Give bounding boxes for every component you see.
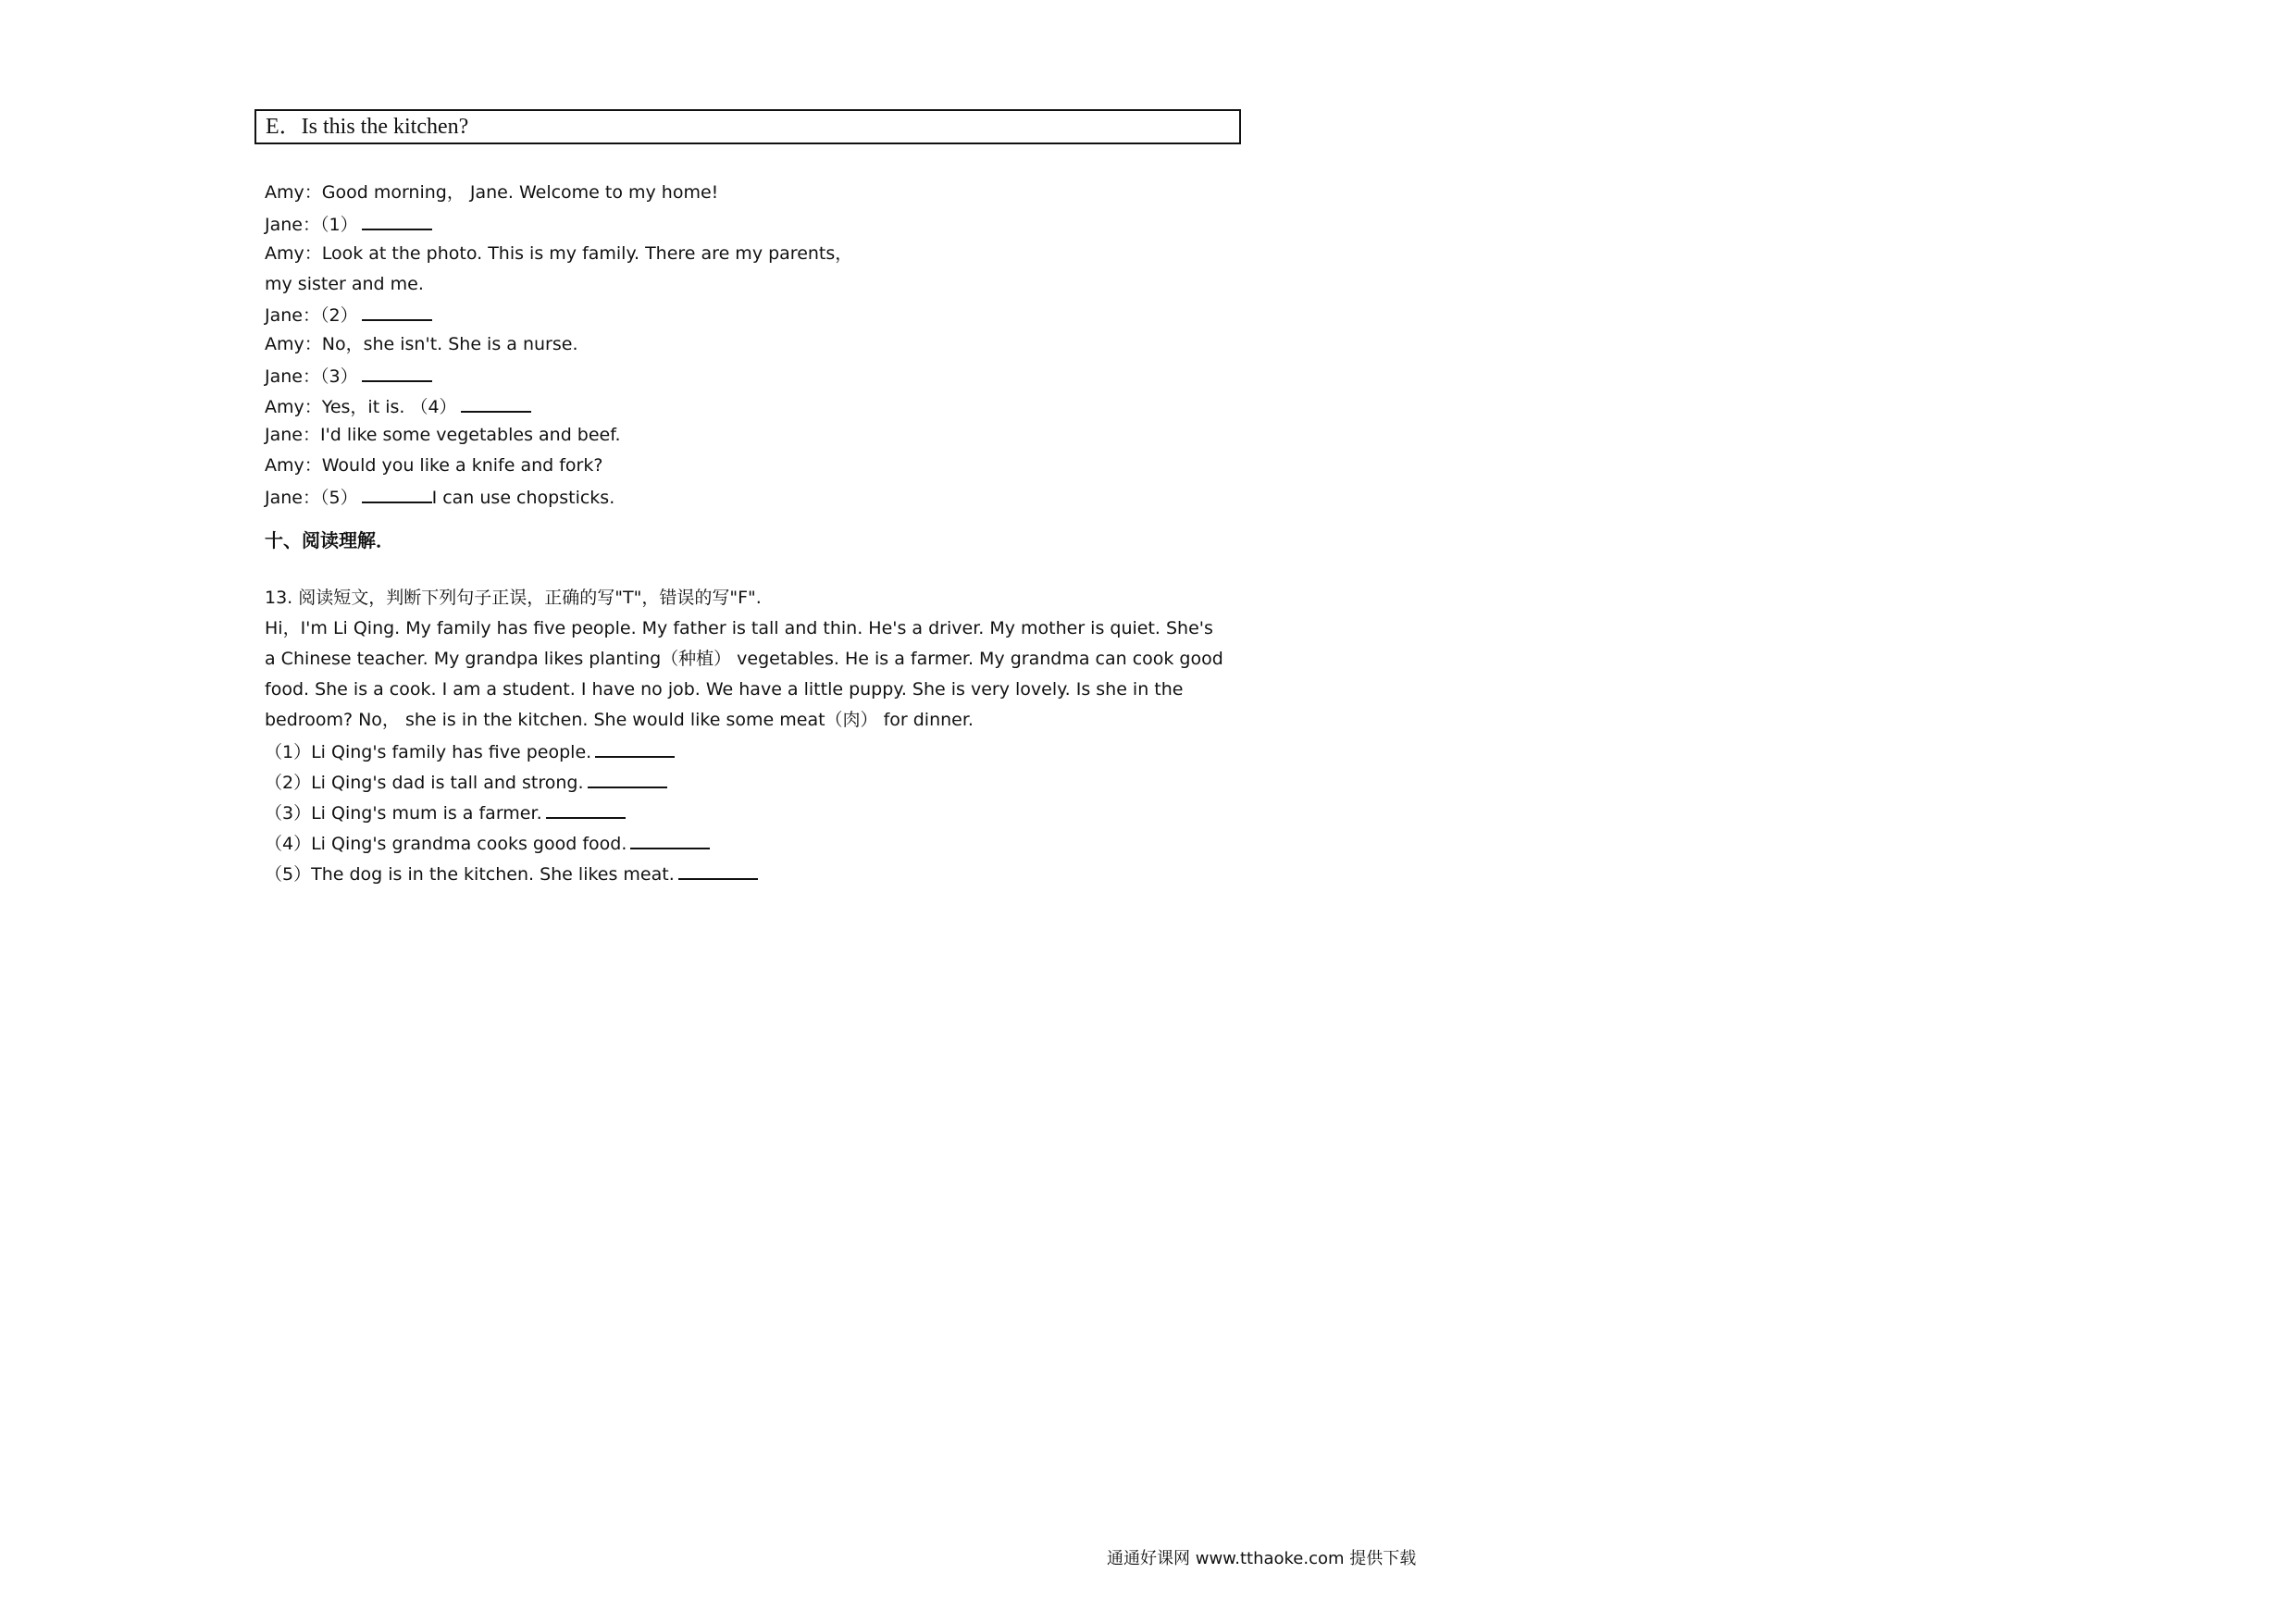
answer-blank-4[interactable] xyxy=(461,394,531,413)
tf-blank-3[interactable] xyxy=(546,800,626,819)
section-e-box xyxy=(254,109,1241,144)
dialogue-line-11: Jane：（5） I can use chopsticks. xyxy=(265,485,614,509)
passage-line-2: a Chinese teacher. My grandpa likes planting（种植） vegetables. He is a farmer. My grandma can cook good xyxy=(265,649,1223,669)
tf-item-4: （4）Li Qing's grandma cooks good food. xyxy=(265,831,710,855)
question-13-instruction: 13. 阅读短文，判断下列句子正误，正确的写"T"，错误的写"F". xyxy=(265,588,762,608)
dialogue-line-4: my sister and me. xyxy=(265,274,424,294)
answer-blank-3[interactable] xyxy=(362,364,432,382)
dialogue-line-9: Jane：I'd like some vegetables and beef. xyxy=(265,425,621,445)
dialogue-line-10: Amy：Would you like a knife and fork? xyxy=(265,455,603,476)
answer-blank-2[interactable] xyxy=(362,303,432,321)
answer-blank-1[interactable] xyxy=(362,212,432,230)
dialogue-line-3: Amy：Look at the photo. This is my family. There are my parents， xyxy=(265,243,853,264)
dialogue-line-2: Jane：（1） xyxy=(265,212,432,236)
passage-line-1: Hi，I'm Li Qing. My family has five people. My father is tall and thin. He's a driver. My mother is quiet. She's xyxy=(265,618,1213,638)
dialogue-line-7: Jane：（3） xyxy=(265,364,432,388)
dialogue-line-5: Jane：（2） xyxy=(265,303,432,327)
tf-blank-2[interactable] xyxy=(588,770,667,788)
tf-blank-5[interactable] xyxy=(678,861,758,880)
section-e-label: E．Is this the kitchen? xyxy=(266,115,469,139)
tf-item-3: （3）Li Qing's mum is a farmer. xyxy=(265,800,626,824)
dialogue-line-6: Amy：No，she isn't. She is a nurse. xyxy=(265,334,578,354)
tf-blank-1[interactable] xyxy=(595,739,675,758)
dialogue-line-1: Amy：Good morning， Jane. Welcome to my home! xyxy=(265,182,719,203)
tf-item-1: （1）Li Qing's family has five people. xyxy=(265,739,675,763)
tf-item-5: （5）The dog is in the kitchen. She likes meat. xyxy=(265,861,758,886)
section-heading: 十、阅读理解． xyxy=(265,529,394,551)
dialogue-line-8: Amy：Yes，it is. （4） xyxy=(265,394,531,418)
footer-credit: 通通好课网 www.tthaoke.com 提供下载 xyxy=(1107,1549,1417,1568)
answer-blank-5[interactable] xyxy=(362,485,432,503)
tf-item-2: （2）Li Qing's dad is tall and strong. xyxy=(265,770,667,794)
tf-blank-4[interactable] xyxy=(630,831,710,849)
passage-line-4: bedroom? No， she is in the kitchen. She would like some meat（肉） for dinner. xyxy=(265,710,974,730)
passage-line-3: food. She is a cook. I am a student. I have no job. We have a little puppy. She is very lovely. Is she in the xyxy=(265,679,1184,700)
